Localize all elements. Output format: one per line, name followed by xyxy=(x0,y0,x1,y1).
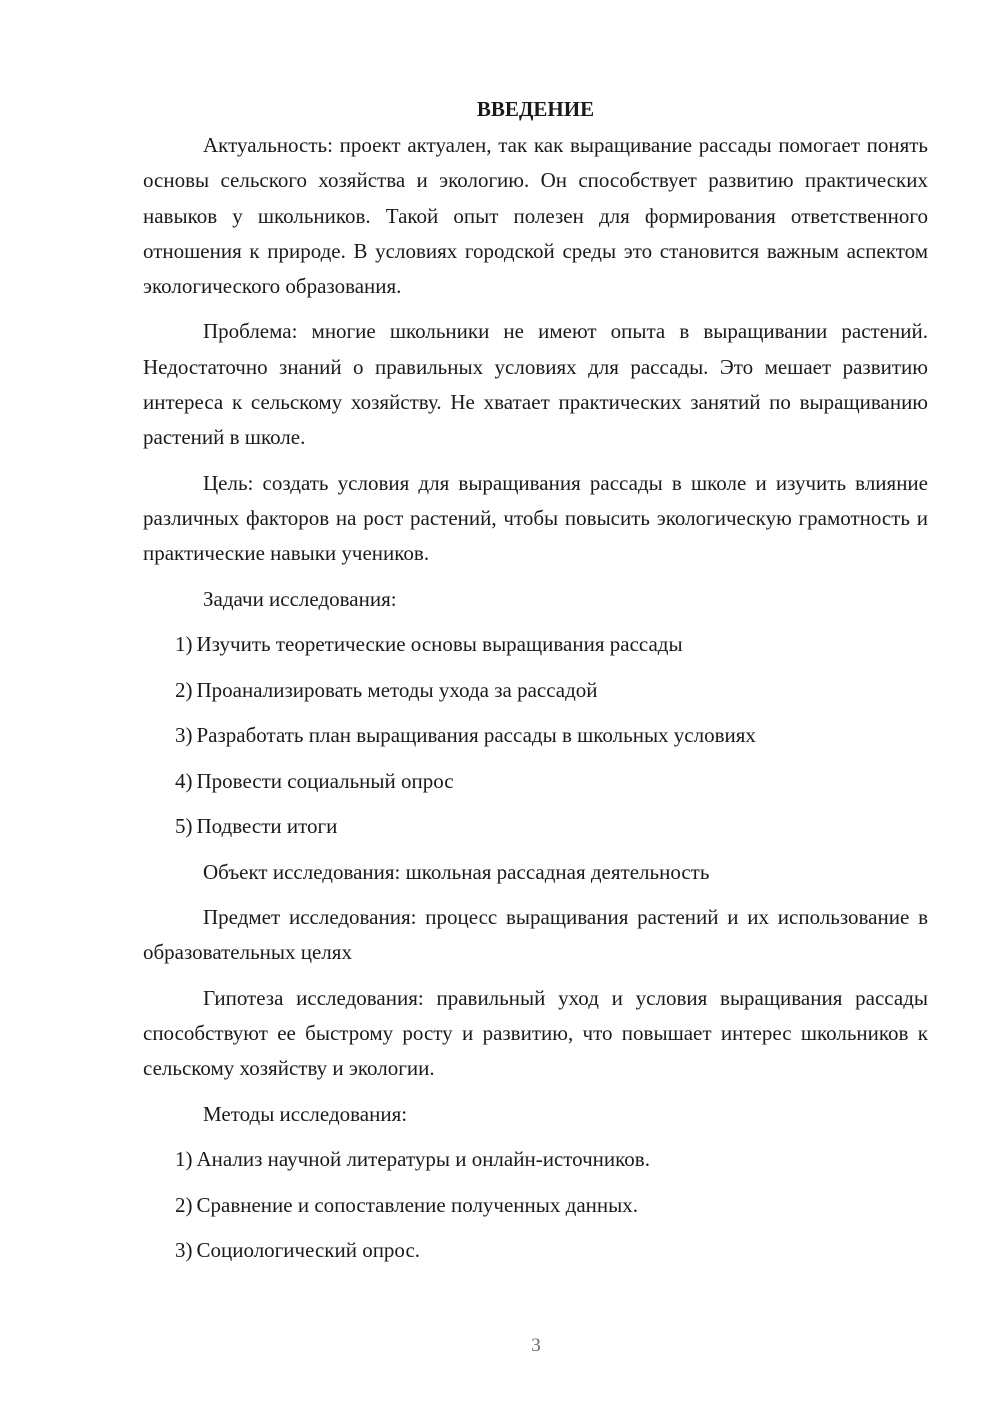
list-item-number: 1) xyxy=(175,632,193,657)
list-item-number: 5) xyxy=(175,814,193,839)
methods-list xyxy=(143,1142,928,1268)
list-item xyxy=(143,1188,928,1223)
tasks-list xyxy=(143,627,928,844)
problem-paragraph: Проблема: многие школьники не имеют опыта в выращивании растений. Недостаточно знаний о правильных условиях для рассады. Это мешает развитию интереса к сельскому хозяйству. Не хватает практических занятий по выращиванию растений в школе. xyxy=(143,319,928,450)
list-item-text: Изучить теоретические основы выращивания рассады xyxy=(196,632,683,657)
list-item-text: Социологический опрос. xyxy=(196,1238,421,1263)
list-item-text: Сравнение и сопоставление полученных данных. xyxy=(196,1192,638,1217)
list-item-text: Анализ научной литературы и онлайн-источников. xyxy=(196,1147,650,1172)
list-item-text: Разработать план выращивания рассады в школьных условиях xyxy=(196,723,756,748)
list-item-number: 3) xyxy=(175,1238,193,1263)
goal-paragraph: Цель: создать условия для выращивания рассады в школе и изучить влияние различных факторов на рост растений, чтобы повысить экологическую грамотность и практические навыки учеников. xyxy=(143,470,928,566)
tasks-heading: Задачи исследования: xyxy=(203,586,397,611)
list-item-number: 4) xyxy=(175,768,193,793)
section-title: ВВЕДЕНИЕ xyxy=(476,97,595,121)
list-item xyxy=(143,718,928,753)
relevance-paragraph: Актуальность: проект актуален, так как выращивание рассады помогает понять основы сельского хозяйства и экологию. Он способствует развитию практических навыков у школьников. Такой опыт полезен для формирования ответственного отношения к природе. В условиях городской среды это становится важным аспектом экологического образования. xyxy=(143,133,928,299)
list-item-number: 1) xyxy=(175,1147,193,1172)
methods-heading: Методы исследования: xyxy=(203,1101,408,1126)
document-page xyxy=(143,92,928,1279)
list-item xyxy=(143,627,928,662)
subject-paragraph: Предмет исследования: процесс выращивания растений и их использование в образовательных целях xyxy=(143,905,928,965)
list-item-text: Проанализировать методы ухода за рассадой xyxy=(196,677,598,702)
list-item xyxy=(143,673,928,708)
list-item-text: Провести социальный опрос xyxy=(196,768,454,793)
object-line: Объект исследования: школьная рассадная деятельность xyxy=(203,859,710,884)
list-item xyxy=(143,1142,928,1177)
list-item-text: Подвести итоги xyxy=(196,814,338,839)
list-item-number: 2) xyxy=(175,677,193,702)
list-item-number: 3) xyxy=(175,723,193,748)
list-item xyxy=(143,764,928,799)
list-item xyxy=(143,809,928,844)
list-item xyxy=(143,1233,928,1268)
hypothesis-paragraph: Гипотеза исследования: правильный уход и условия выращивания рассады способствуют ее быстрому росту и развитию, что повышает интерес школьников к сельскому хозяйству и экологии. xyxy=(143,985,928,1081)
page-number: 3 xyxy=(531,1335,541,1356)
list-item-number: 2) xyxy=(175,1192,193,1217)
